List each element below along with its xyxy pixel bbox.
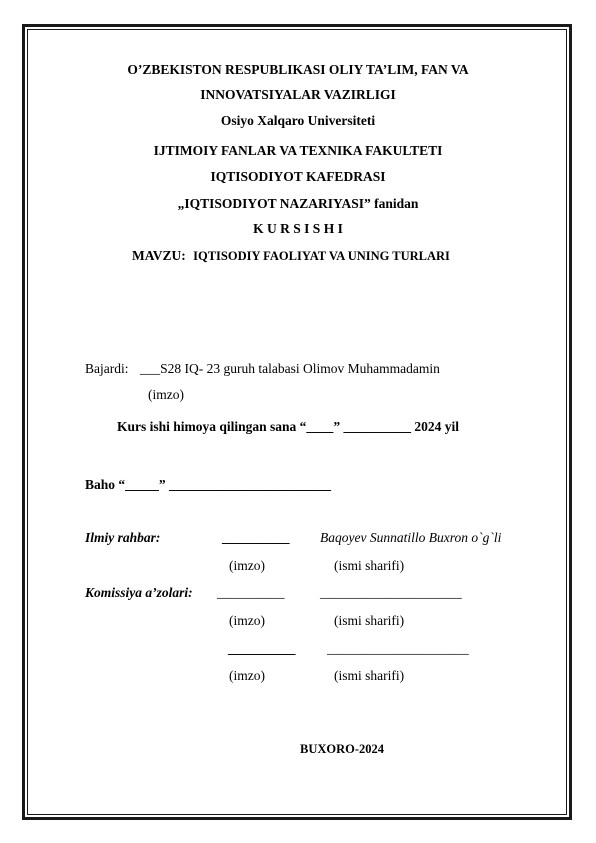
supervisor-ismi: (ismi sharifi) [334, 558, 405, 573]
student-label: Bajardi: [85, 361, 129, 376]
grade-line: Baho “_____” ________________________ [85, 477, 332, 492]
defense-date-line: Kurs ishi himoya qilingan sana “____” __________ 2024 yil [117, 419, 460, 434]
supervisor-name: Baqoyev Sunnatillo Buxron o`g`li [320, 530, 502, 545]
commission-ismi-1: (ismi sharifi) [334, 613, 405, 628]
topic-label: MAVZU: [132, 248, 186, 263]
supervisor-sign-line: __________ [222, 530, 290, 545]
student-value: ___S28 IQ- 23 guruh talabasi Olimov Muhammadamin [139, 361, 440, 376]
city-year: BUXORO-2024 [300, 742, 385, 756]
commission-sign-line-2: __________ [228, 641, 296, 656]
student-imzo: (imzo) [148, 387, 184, 402]
faculty-name: IJTIMOIY FANLAR VA TEXNIKA FAKULTETI [153, 143, 443, 158]
student-row [85, 361, 440, 377]
supervisor-imzo: (imzo) [229, 558, 265, 573]
department-name: IQTISODIYOT KAFEDRASI [210, 169, 386, 184]
commission-imzo-1: (imzo) [229, 613, 265, 628]
commission-label: Komissiya a’zolari: [85, 585, 193, 600]
ministry-line-2: INNOVATSIYALAR VAZIRLIGI [200, 87, 396, 102]
topic-value: IQTISODIY FAOLIYAT VA UNING TURLARI [193, 249, 450, 263]
commission-sign-line-1: __________ [217, 585, 285, 600]
topic-row [132, 248, 450, 264]
ministry-line-1: O’ZBEKISTON RESPUBLIKASI OLIY TA’LIM, FAN VA [127, 62, 469, 77]
subject-name: „IQTISODIYOT NAZARIYASI” fanidan [177, 196, 419, 211]
university-name: Osiyo Xalqaro Universiteti [220, 113, 376, 128]
commission-name-line-2: _____________________ [327, 641, 469, 656]
document-type: K U R S I S H I [253, 221, 343, 236]
commission-imzo-2: (imzo) [229, 668, 265, 683]
supervisor-label: Ilmiy rahbar: [85, 530, 161, 545]
commission-name-line-1: _____________________ [320, 585, 462, 600]
commission-ismi-2: (ismi sharifi) [334, 668, 405, 683]
